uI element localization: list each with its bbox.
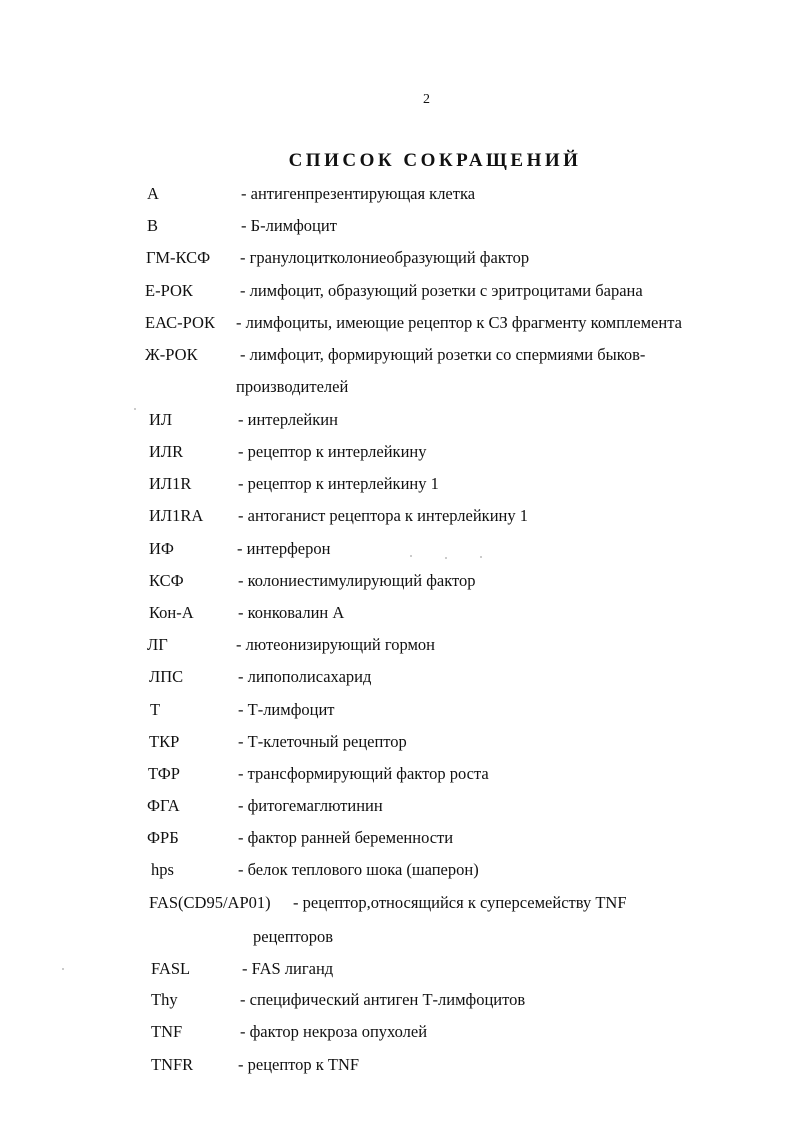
- abbreviation: TNFR: [151, 1055, 194, 1074]
- page-title: СПИСОК СОКРАЩЕНИЙ: [288, 150, 582, 171]
- definition: - конковалин А: [238, 603, 345, 622]
- definition: - лимфоцит, формирующий розетки со спермиями быков-: [240, 345, 646, 364]
- definition-continuation: рецепторов: [253, 927, 334, 946]
- abbreviation: Ж-РОК: [145, 345, 198, 364]
- definition: - антоганист рецептора к интерлейкину 1: [238, 506, 528, 525]
- definition: - гранулоцитколониеобразующий фактор: [240, 248, 530, 267]
- definition: - фактор ранней беременности: [238, 828, 454, 847]
- scan-speck: [410, 555, 412, 557]
- definition: - рецептор к интерлейкину: [238, 442, 427, 461]
- scan-speck: [480, 556, 482, 558]
- scan-speck: [62, 968, 64, 970]
- definition: - рецептор к TNF: [238, 1055, 360, 1074]
- definition: - фактор некроза опухолей: [240, 1022, 428, 1041]
- abbreviation: ИЛ1RA: [149, 506, 204, 525]
- abbreviation: ЕАС-РОК: [145, 313, 215, 332]
- definition: - белок теплового шока (шаперон): [238, 860, 479, 879]
- abbreviation: hps: [151, 860, 174, 879]
- abbreviation: ЛПС: [149, 667, 184, 686]
- abbreviation: Т: [150, 700, 161, 719]
- abbreviation: В: [147, 216, 159, 235]
- definition: - лютеонизирующий гормон: [236, 635, 435, 654]
- definition: - лимфоциты, имеющие рецептор к СЗ фрагменту комплемента: [236, 313, 682, 332]
- definition: - липополисахарид: [238, 667, 372, 686]
- definition: - Т-клеточный рецептор: [238, 732, 407, 751]
- definition: - рецептор к интерлейкину 1: [238, 474, 439, 493]
- scan-speck: [445, 557, 447, 559]
- definition: - колониестимулирующий фактор: [238, 571, 476, 590]
- abbreviation: ГМ-КСФ: [146, 248, 211, 267]
- abbreviation: ЛГ: [147, 635, 168, 654]
- abbreviation: ФГА: [147, 796, 180, 815]
- definition: - трансформирующий фактор роста: [238, 764, 489, 783]
- abbreviation: ФРБ: [147, 828, 179, 847]
- abbreviation: ИЛR: [149, 442, 184, 461]
- abbreviation: Кон-А: [149, 603, 194, 622]
- abbreviation: ИЛ1R: [149, 474, 192, 493]
- definition: - интерферон: [237, 539, 331, 558]
- definition: - лимфоцит, образующий розетки с эритроцитами барана: [240, 281, 643, 300]
- definition: - интерлейкин: [238, 410, 338, 429]
- abbreviation: ИФ: [149, 539, 174, 558]
- abbreviation: Thy: [151, 990, 178, 1009]
- definition: - фитогемаглютинин: [238, 796, 383, 815]
- scan-speck: [134, 408, 136, 410]
- page-number: 2: [423, 92, 430, 107]
- definition: - FAS лиганд: [242, 959, 334, 978]
- abbreviation: Е-РОК: [145, 281, 193, 300]
- definition: - рецептор,относящийся к суперсемейству TNF: [293, 893, 627, 912]
- abbreviation: А: [147, 184, 159, 203]
- definition: - Б-лимфоцит: [241, 216, 337, 235]
- definition: - антигенпрезентирующая клетка: [241, 184, 476, 203]
- definition-continuation: производителей: [236, 377, 349, 396]
- abbreviation: ТКР: [149, 732, 180, 751]
- abbreviation: ИЛ: [149, 410, 173, 429]
- definition: - специфический антиген Т-лимфоцитов: [240, 990, 526, 1009]
- abbreviation: КСФ: [149, 571, 184, 590]
- abbreviation: FAS(CD95/AP01): [149, 893, 271, 912]
- abbreviation: FASL: [151, 959, 191, 978]
- abbreviation: ТФР: [148, 764, 180, 783]
- definition: - Т-лимфоцит: [238, 700, 335, 719]
- abbreviation: TNF: [151, 1022, 183, 1041]
